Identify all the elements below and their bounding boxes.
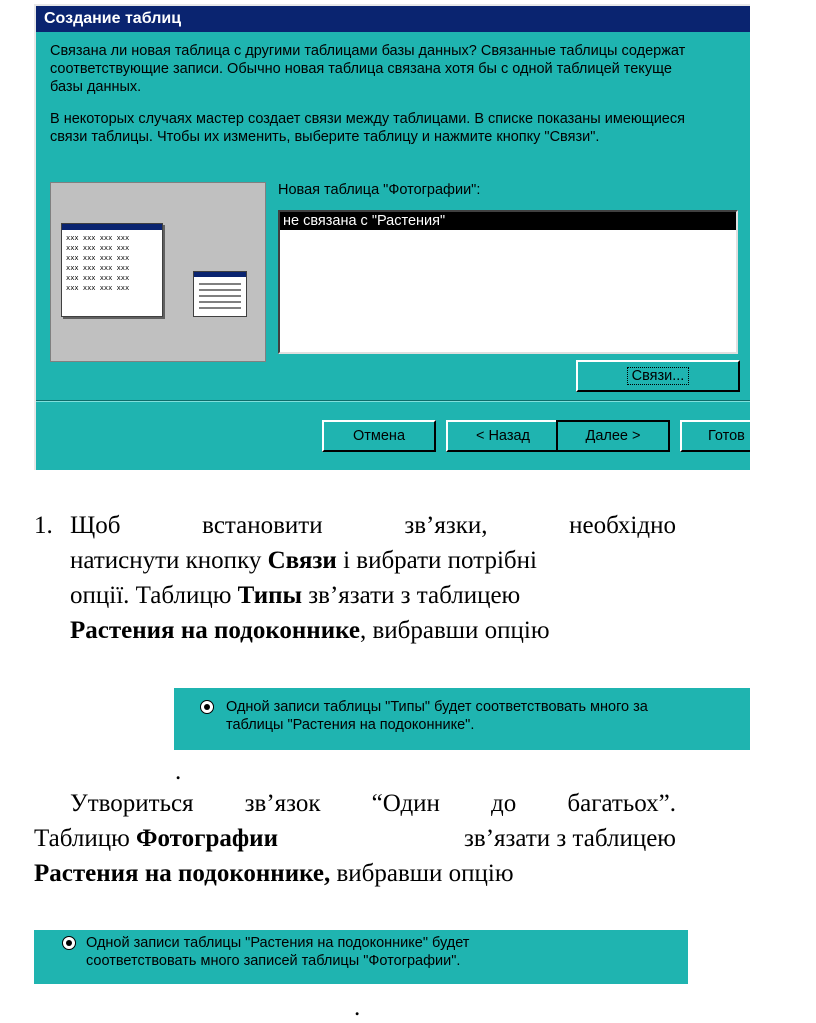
dialog-description-2: В некоторых случаях мастер создает связи между таблицами. В списке показаны имеющиеся связи таблицы. Чтобы их изменить, выберите таблицу и нажмите кнопку "Связи". [50, 111, 685, 145]
tables-illustration [50, 182, 266, 362]
item1-line-3: опції. Таблицю Типы зв’язати з таблицею [70, 582, 521, 609]
big-table-icon [61, 223, 163, 317]
period: . [175, 758, 182, 785]
para2-line-2: Таблицю Фотографии зв’язати з таблицею [34, 825, 676, 852]
item1-line-2: натиснути кнопку Связи і вибрати потрібні [70, 547, 537, 574]
instruction-item-1 [34, 508, 676, 648]
instruction-paragraph-2 [34, 786, 676, 891]
done-button[interactable]: Готов [680, 420, 750, 452]
relations-listbox[interactable] [278, 210, 738, 354]
para2-line-1: Утвориться зв’язок “Один до багатьох”. [70, 790, 676, 817]
dialog-description-1: Связана ли новая таблица с другими таблицами базы данных? Связанные таблицы содержат соответствующие записи. Обычно новая таблица связана хотя бы с одной таблицей текуще базы данных. [50, 43, 686, 95]
links-button[interactable] [576, 360, 740, 392]
radio-selected-icon[interactable] [62, 936, 76, 950]
next-button[interactable]: Далее > [556, 420, 670, 452]
item-number: 1. [34, 512, 53, 539]
para2-line-3: Растения на подоконнике, вибравши опцію [34, 860, 514, 887]
item1-line-1: Щоб встановити зв’язки, необхідно [70, 512, 676, 539]
period: . [354, 994, 361, 1021]
relations-list-label: Новая таблица "Фотографии": [278, 182, 481, 198]
option-text: Одной записи таблицы "Типы" будет соответствовать много за таблицы "Растения на подоконнике". [226, 699, 648, 733]
item1-line-4: Растения на подоконнике, вибравши опцію [70, 617, 550, 644]
links-button-label: Связи... [627, 367, 690, 385]
small-table-icon [193, 271, 247, 317]
option-one-to-many-photos [34, 930, 688, 984]
option-one-to-many-types [174, 688, 750, 750]
dialog-separator [36, 400, 750, 402]
cancel-button[interactable]: Отмена [322, 420, 436, 452]
table-icon-rows: ххх ххх ххх ххх ххх ххх ххх ххх ххх ххх ххх ххх ххх ххх ххх ххх ххх ххх ххх ххх ххх ххх ххх ххх [66, 234, 130, 292]
back-button[interactable]: < Назад [446, 420, 560, 452]
table-wizard-dialog [34, 4, 750, 470]
option-text: Одной записи таблицы "Растения на подоконнике" будет соответствовать много записей таблицы "Фотографии". [86, 935, 470, 969]
radio-selected-icon[interactable] [200, 700, 214, 714]
dialog-title: Создание таблиц [36, 6, 750, 32]
list-item-selected[interactable]: не связана с "Растения" [280, 212, 736, 230]
